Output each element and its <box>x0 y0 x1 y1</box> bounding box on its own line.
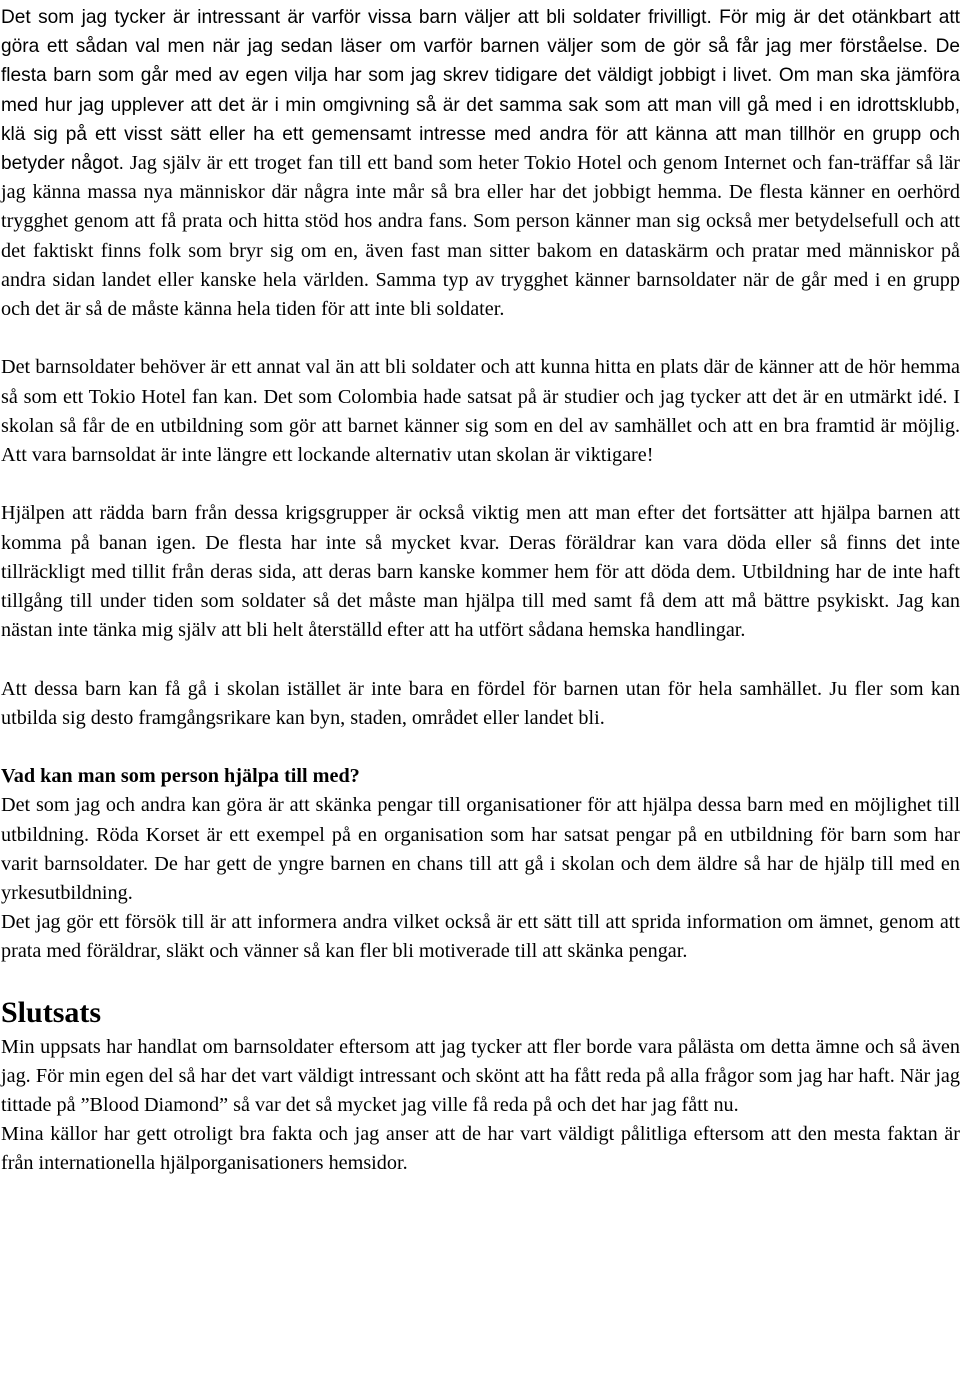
paragraph-alternatives: Det barnsoldater behöver är ett annat val än att bli soldater och att kunna hitta en plats där de känner att de hör hemma så som ett Tokio Hotel fan kan. Det som Colombia hade satsat på är studier och jag tycker att det är en utmärkt idé. I skolan så får de en utbildning som gör att barnet känner sig som en del av samhället och att en bra framtid är möjlig. Att vara barnsoldat är inte längre ett lockande alternativ utan skolan är viktigare! <box>1 356 960 467</box>
paragraph-education: Att dessa barn kan få gå i skolan istället är inte bara en fördel för barnen utan för hela samhället. Ju fler som kan utbilda sig desto framgångsrikare kan byn, staden, området eller landet bli. <box>1 677 960 729</box>
subheading-how-to-help: Vad kan man som person hjälpa till med? <box>1 765 360 788</box>
paragraph-rehabilitation: Hjälpen att rädda barn från dessa krigsgrupper är också viktig men att man efter det fortsätter att hjälpa barnen att komma på banan igen. De flesta har inte så mycket kvar. Deras föräldrar kan vara döda eller så finns det inte tillräckligt med tillit från deras sida, att deras barn kanske kommer hem för att döda dem. Utbildning har de inte haft tillgång till under tiden som soldater så det måste man hjälpa till med samt få dem att må bättre psykiskt. Jag kan nästan inte tänka mig själv att bli helt återställd efter att ha utfört sådana hemska handlingar. <box>1 502 960 642</box>
paragraph-intro-part2: Jag själv är ett troget fan till ett band som heter Tokio Hotel och genom Internet och fan-träffar så lär jag känna massa nya människor där några inte mår så bra eller har det jobbigt hemma. De flesta känner en oerhörd trygghet genom att få prata och hitta stöd hos andra fans. Som person känner man sig också mer betydelsefull och att det faktiskt finns folk som bryr sig om en, även fast man sitter bakom en dataskärm och pratar med människor på andra sidan landet eller kanske hela världen. Samma typ av trygghet känner barnsoldater när de går med i en grupp och det är så de måste känna hela tiden för att inte bli soldater. <box>1 152 960 321</box>
paragraph-conclusion: Min uppsats har handlat om barnsoldater eftersom att jag tycker att fler borde vara pålästa om detta ämne och så även jag. För min egen del så har det vart väldigt intressant och skönt att ha fått reda på alla frågor som jag har haft. När jag tittade på ”Blood Diamond” så var det så mycket jag ville få reda på och det har jag fått nu. <box>1 1035 960 1117</box>
paragraph-inform: Det jag gör ett försök till är att informera andra vilket också är ett sätt till att sprida information om ämnet, genom att prata med föräldrar, släkt och vänner så kan fler bli motiverade till att skänka pengar. <box>1 911 960 963</box>
paragraph-sources: Mina källor har gett otroligt bra fakta och jag anser att de har vart väldigt pålitliga eftersom att den mesta faktan är från internationella hjälporganisationers hemsidor. <box>1 1123 960 1175</box>
paragraph-donations: Det som jag och andra kan göra är att skänka pengar till organisationer för att hjälpa dessa barn med en möjlighet till utbildning. Röda Korset är ett exempel på en organisation som har satsat pengar på en utbildning för barn som har varit barnsoldater. De har gett de yngre barnen en chans till att gå i skolan och dem äldre så har de hjälp till med en yrkesutbildning. <box>1 794 960 905</box>
paragraph-intro-part1: Det som jag tycker är intressant är varför vissa barn väljer att bli soldater frivilligt. För mig är det otänkbart att göra ett sådan val men när jag sedan läser om varför barnen väljer som de gör så får jag mer förståelse. De flesta barn som går med av egen vilja har som jag skrev tidigare det väldigt jobbigt i livet. Om man ska jämföra med hur jag upplever att det är i min omgivning så är det samma sak som att man vill gå med i en idrottsklubb, klä sig på ett visst sätt eller ha ett gemensamt intresse med andra för att känna att man tillhör en grupp och betyder något. <box>1 7 960 175</box>
paragraph-intro <box>1 3 960 324</box>
section-title-conclusion: Slutsats <box>1 995 102 1029</box>
